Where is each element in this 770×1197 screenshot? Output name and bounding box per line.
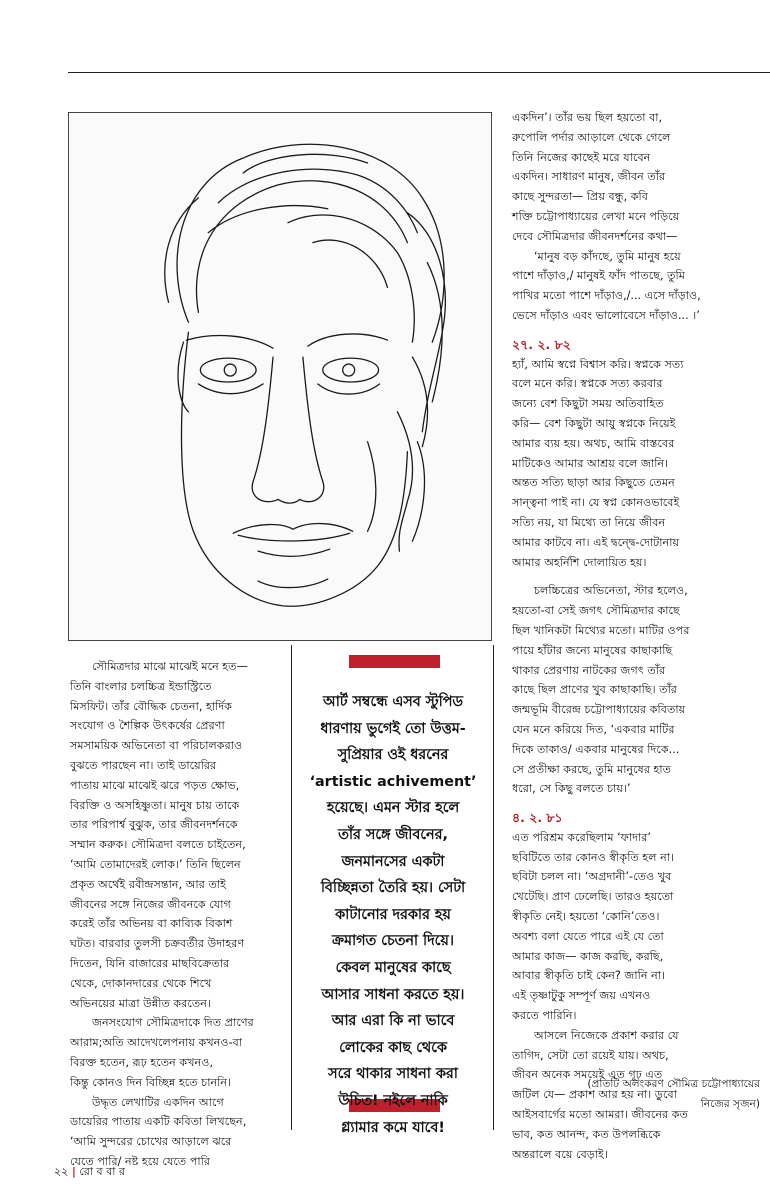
left-column (70, 657, 284, 1172)
left-para-1-line: সম্মান করুক। সৌমিত্রদা বলতে চাইতেন, (70, 838, 246, 852)
right-para-2-line: আমার ব্যয় হয়। অথচ, আমি বাস্তবের (512, 436, 675, 450)
right-para-1-line: তিনি নিজের কাছেই মরে যাবেন (512, 150, 651, 164)
left-para-3-line: যেতে পারি/ নষ্ট হয়ে যেতে পারি (70, 1154, 211, 1168)
page-number: ২২ (54, 1165, 69, 1178)
right-para-1-line: কাছে সুন্দরতা— প্রিয় বন্ধু, কবি (512, 190, 648, 204)
right-para-1-line: পাখির মতো পাশে দাঁড়াও,/... এসে দাঁড়াও, (512, 289, 701, 303)
pull-quote-right-rule (493, 645, 494, 1130)
left-para-1-line: করেই তাঁর অভিনয় বা কাব্যিক বিকাশ (70, 917, 233, 931)
pull-quote (298, 689, 488, 1141)
right-para-3-line: হয়তো-বা সেই জগৎ সৌমিত্রদার কাছে (512, 604, 680, 618)
pull-quote-line: উচিত! নইলে নাকি (338, 1092, 448, 1109)
left-para-1-line: বিরক্তি ও অসহিষ্ণুতা। মানুষ চায় তাকে (70, 798, 240, 812)
left-para-3-line: উদ্ধৃত লেখাটির একদিন আগে (92, 1095, 224, 1109)
illustration-credit (528, 1074, 760, 1114)
right-para-2-line: জন্যে বেশ কিছুটা সময় অতিবাহিত (512, 397, 664, 411)
right-para-5-line: জীবন অনেক সময়েই এত গূঢ় এত (512, 1068, 663, 1082)
left-para-1-line: থেকে, দোকানদারের থেকে শিখে (70, 976, 212, 990)
credit-line: (প্রতিটি অলংকরণ সৌমিত্র চট্টোপাধ্যায়ের (587, 1078, 760, 1090)
pull-quote-line: হয়েছে। এমন স্টার হলে (326, 800, 460, 817)
top-rule (68, 72, 770, 73)
pull-quote-line: গ্ল্যামার কমে যাবে! (341, 1119, 445, 1136)
pull-quote-line: জনমানসের একটা (341, 853, 445, 870)
left-para-2-line: কিন্তু কোনও দিন বিচ্ছিন্ন হতে চাননি। (70, 1075, 232, 1089)
right-para-3-line: দিকে তাকাও/ একবার মানুষের দিকে... (512, 742, 680, 756)
right-para-1-line: একদিন’। তাঁর ভয় ছিল হয়তো বা, (512, 111, 663, 124)
left-para-1-line: ঘটত। বারবার তুলসী চক্রবর্তীর উদাহরণ (70, 937, 245, 951)
left-para-1-line: বুঝতে পারছেন না। তাই ডায়েরির (70, 758, 217, 772)
left-para-1-line: ‘আমি তোমাদেরই লোক।’ তিনি ছিলেন (70, 857, 241, 871)
right-para-5-line: আইসবার্গের মতো আমরা। জীবনের কত (512, 1108, 688, 1122)
right-para-5-line: আসলে নিজেকে প্রকাশ করার যে (534, 1028, 679, 1042)
pull-quote-top-bar (349, 655, 440, 668)
pull-quote-line: কেবল মানুষের কাছে (335, 959, 451, 976)
left-para-3-line: ‘আমি সুন্দরের চোখের আড়ালে ঝরে (70, 1135, 232, 1149)
pull-quote-left-rule (291, 645, 292, 1130)
right-para-1-line: রুপোলি পর্দার আড়ালে থেকে গেলে (512, 130, 671, 144)
left-para-2-line: আরাম;অতি আদেখলেপনায় কখনও-বা (70, 1036, 243, 1050)
right-para-5-line: জটিল যে— প্রকাশ আর হয় না। ডুবো (512, 1088, 677, 1102)
right-para-2-line: অন্তত সত্যি ছাড়া আর কিছুতে তেমন (512, 476, 675, 490)
left-para-1-line: মিসফিট। তাঁর বৌদ্ধিক চেতনা, হার্দিক (70, 699, 232, 713)
pull-quote-line: ক্রমাগত চেতনা দিয়ে। (332, 933, 454, 950)
right-para-2-line: সান্ত্বনা পাই না। যে স্বপ্ন কোনওভাবেই (512, 496, 680, 510)
pull-quote-line: আর্ট সম্বন্ধে এসব স্টুপিড (323, 694, 463, 710)
pull-quote-line: বিচ্ছিন্নতা তৈরি হয়। সেটা (320, 880, 466, 897)
magazine-name: রো ব বা র (79, 1165, 126, 1178)
footer-separator: | (71, 1165, 76, 1178)
left-para-2-line: জনসংযোগ সৌমিত্রদাকে দিত প্রাণের (92, 1016, 254, 1030)
right-para-4-line: ছবিটিতে তার কোনও স্বীকৃতি হল না। (512, 850, 675, 864)
right-para-3-line: পায়ে হাঁটার জন্যে মানুষের কাছাকাছি (512, 643, 673, 657)
right-para-5-line: তাগিদ, সেটা তো রয়েই যায়। অথচ, (512, 1048, 669, 1062)
credit-line: নিজের সৃজন) (700, 1098, 760, 1110)
right-para-2-line: বলে মনে করি। স্বপ্নকে সত্য করবার (512, 377, 663, 391)
left-para-1-line: তিনি বাংলার চলচ্চিত্র ইন্ডাস্ট্রিতে (70, 679, 212, 693)
right-column (512, 108, 762, 1164)
pull-quote-line: লোকের কাছ থেকে (339, 1039, 447, 1056)
pull-quote-line: সরে থাকার সাধনা করা (328, 1066, 458, 1083)
pull-quote-line: ‘artistic achivement’ (309, 773, 477, 790)
left-para-1-line: দিতেন, যিনি বাজারের মাছবিক্রেতার (70, 956, 230, 970)
right-para-1-line: শক্তি চট্টোপাধ্যায়ের লেখা মনে পড়িয়ে (512, 209, 680, 223)
right-para-4-line: আবার স্বীকৃতি চাই কেন? জানি না। (512, 969, 666, 983)
right-para-2-line: হ্যাঁ, আমি স্বপ্নে বিশ্বাস করি। স্বপ্নকে সত্য (512, 357, 684, 371)
right-para-1-line: একদিন। সাধারণ মানুষ, জীবন তাঁর (512, 170, 666, 184)
left-para-1-line: তার পরিপার্শ্ব বুঝুক, তার জীবনদর্শনকে (70, 818, 238, 832)
right-para-2-line: মাটিকেও আমার আশ্রয় বলে জানি। (512, 456, 669, 470)
right-para-3-line: চলচ্চিত্রের অভিনেতা, স্টার হলেও, (534, 584, 688, 598)
left-para-1-line: জীবনের সঙ্গে নিজের জীবনকে যোগ (70, 897, 231, 911)
page-footer (54, 1163, 125, 1182)
right-para-2-line: সত্যি নয়, যা মিথ্যে তা নিয়ে জীবন (512, 515, 666, 529)
pull-quote-line: সুপ্রিয়ার ওই ধরনের (337, 747, 449, 764)
right-para-4-line: এই তৃষ্ণাটুকু সম্পূর্ণ জয় এখনও (512, 989, 651, 1003)
right-para-3-line: থাকার প্রেরণায় নাটকের জগৎ তাঁর (512, 663, 666, 677)
right-para-5-line: ভাব, কত আনন্দ, কত উপলব্ধিকে (512, 1127, 661, 1141)
left-para-1-line: সমসাময়িক অভিনেতা বা পরিচালকরাও (70, 739, 243, 753)
right-para-4-line: খেটেছি। প্রাণ ঢেলেছি। তারও হয়তো (512, 890, 674, 904)
right-para-2-line: করি— বেশ কিছুটা আয়ু স্বপ্নকে নিয়েই (512, 416, 676, 430)
pull-quote-line: আর এরা কি না ভাবে (331, 1013, 455, 1030)
right-para-3-line: কাছে ছিল প্রাণের খুব কাছাকাছি। তাঁর (512, 683, 677, 697)
left-para-1-line: অভিনয়ের মাত্রা উন্নীত করতেন। (70, 996, 211, 1010)
diary-date-2: ৪. ২. ৮১ (512, 810, 563, 826)
right-para-2-line: আমার অহর্নিশি দোলায়িত হয়। (512, 555, 647, 569)
right-para-3-line: জন্মভূমি বীরেন্দ্র চট্টোপাধ্যায়ের কবিতায় (512, 703, 686, 717)
right-para-4-line: ছবিটা চলল না। ‘অগ্রদানী’-তেও খুব (512, 870, 672, 884)
right-para-3-line: যেন মনে করিয়ে দিত, ‘একবার মাটির (512, 722, 675, 736)
right-para-1-line: ভেসে দাঁড়াও এবং ভালোবেসে দাঁড়াও... ।’ (512, 308, 700, 322)
left-para-3-line: ডায়েরির পাতায় একটি কবিতা লিখছেন, (70, 1115, 247, 1129)
pull-quote-line: কাটানোর দরকার হয় (335, 906, 451, 923)
left-para-1-line: পাতায় মাঝে মাঝেই ঝরে পড়ত ক্ষোভ, (70, 778, 240, 792)
right-para-1-line: দেবে সৌমিত্রদার জীবনদর্শনের কথা— (512, 229, 678, 243)
right-para-4-line: অবশ্য বলা যেতে পারে এই যে তো (512, 929, 664, 943)
right-para-5-line: অন্তরালে বয়ে বেড়াই। (512, 1147, 608, 1161)
pull-quote-line: আসার সাধনা করতে হয়। (321, 986, 465, 1003)
right-para-4-line: স্বীকৃতি নেই। হয়তো ‘কোনি’তেও। (512, 910, 660, 924)
left-para-2-line: বিরক্ত হতেন, রূঢ় হতেন কখনও, (70, 1055, 214, 1069)
right-para-3-line: সে প্রতীক্ষা করছে, তুমি মানুষের হাত (512, 762, 672, 776)
right-para-3-line: ধরো, সে কিছু বলতে চায়।’ (512, 782, 631, 796)
pull-quote-line: তাঁর সঙ্গে জীবনের, (338, 826, 448, 843)
right-para-4-line: এত পরিশ্রম করেছিলাম ‘ফাদার’ (512, 830, 651, 844)
left-para-1-line: প্রকৃত অর্থেই রবীন্দ্রসন্তান, আর তাই (70, 877, 226, 891)
right-para-1-line: পাশে দাঁড়াও,/ মানুষই ফাঁদ পাতছে, তুমি (512, 269, 685, 283)
left-para-1-line: সৌমিত্রদার মাঝে মাঝেই মনে হত— (92, 660, 248, 673)
portrait-sketch-icon (68, 112, 492, 641)
right-para-2-line: আমার কাটবে না। এই দ্বন্দ্বে-দোটানায় (512, 535, 680, 549)
right-para-1-line: ‘মানুষ বড় কাঁদছে, তুমি মানুষ হয়ে (534, 249, 681, 263)
diary-date-1: ২৭. ২. ৮২ (512, 336, 571, 352)
left-para-1-line: সংযোগ ও শৈল্পিক উৎকর্ষের প্রেরণা (70, 719, 225, 733)
right-para-3-line: ছিল খানিকটা মিথ্যের মতো। মাটির ওপর (512, 623, 690, 637)
pull-quote-line: ধারণায় ভুগেই তো উত্তম- (320, 720, 466, 737)
right-para-4-line: করতে পারিনি। (512, 1009, 577, 1023)
right-para-4-line: আমার কাজ— কাজ করছি, করছি, (512, 949, 664, 963)
